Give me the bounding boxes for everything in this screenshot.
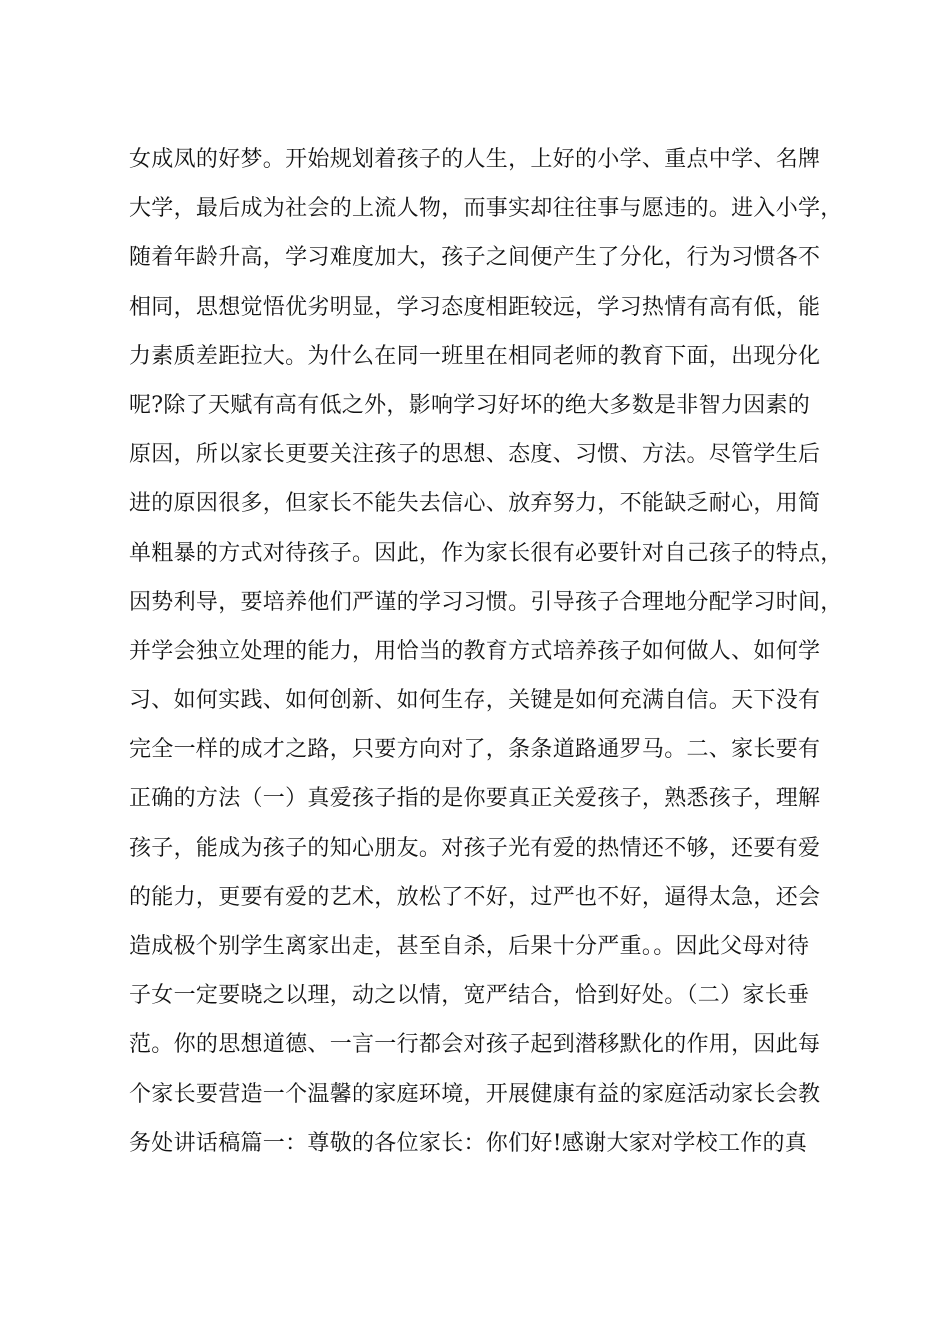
text-line: 单粗暴的方式对待孩子。因此，作为家长很有必要针对自己孩子的特点， bbox=[129, 540, 843, 566]
text-line: 相同，思想觉悟优劣明显，学习态度相距较远，学习热情有高有低，能 bbox=[129, 294, 821, 320]
text-line: 务处讲话稿篇一：尊敬的各位家长：你们好!感谢大家对学校工作的真 bbox=[129, 1130, 808, 1156]
text-line: 并学会独立处理的能力，用恰当的教育方式培养孩子如何做人、如何学 bbox=[129, 638, 821, 664]
text-line: 完全一样的成才之路，只要方向对了，条条道路通罗马。二、家长要有 bbox=[129, 737, 821, 763]
text-line: 子女一定要晓之以理，动之以情，宽严结合，恰到好处。（二）家长垂 bbox=[129, 983, 810, 1009]
text-line: 随着年龄升高，学习难度加大，孩子之间便产生了分化，行为习惯各不 bbox=[129, 245, 821, 271]
text-line: 女成凤的好梦。开始规划着孩子的人生，上好的小学、重点中学、名牌 bbox=[129, 147, 821, 172]
text-line: 造成极个别学生离家出走，甚至自杀，后果十分严重。。因此父母对待 bbox=[129, 934, 810, 959]
text-line: 孩子，能成为孩子的知心朋友。对孩子光有爱的热情还不够，还要有爱 bbox=[129, 835, 821, 861]
text-line: 范。你的思想道德、一言一行都会对孩子起到潜移默化的作用，因此每 bbox=[129, 1032, 821, 1058]
text-line: 进的原因很多，但家长不能失去信心、放弃努力，不能缺乏耐心，用简 bbox=[129, 491, 821, 517]
text-line: 的能力，更要有爱的艺术，放松了不好，过严也不好，逼得太急，还会 bbox=[129, 884, 821, 910]
text-line: 正确的方法（一）真爱孩子指的是你要真正关爱孩子，熟悉孩子，理解 bbox=[129, 786, 821, 812]
text-line: 习、如何实践、如何创新、如何生存，关键是如何充满自信。天下没有 bbox=[129, 688, 821, 714]
text-line: 大学，最后成为社会的上流人物，而事实却往往事与愿违的。进入小学， bbox=[129, 196, 843, 222]
body-text bbox=[129, 140, 843, 1173]
text-line: 呢?除了天赋有高有低之外，影响学习好坏的绝大多数是非智力因素的 bbox=[129, 392, 811, 418]
text-line: 力素质差距拉大。为什么在同一班里在相同老师的教育下面，出现分化 bbox=[129, 343, 821, 369]
text-line: 原因，所以家长更要关注孩子的思想、态度、习惯、方法。尽管学生后 bbox=[129, 442, 821, 468]
text-line: 个家长要营造一个温馨的家庭环境，开展健康有益的家庭活动家长会教 bbox=[129, 1081, 821, 1107]
text-line: 因势利导，要培养他们严谨的学习习惯。引导孩子合理地分配学习时间， bbox=[129, 589, 843, 615]
